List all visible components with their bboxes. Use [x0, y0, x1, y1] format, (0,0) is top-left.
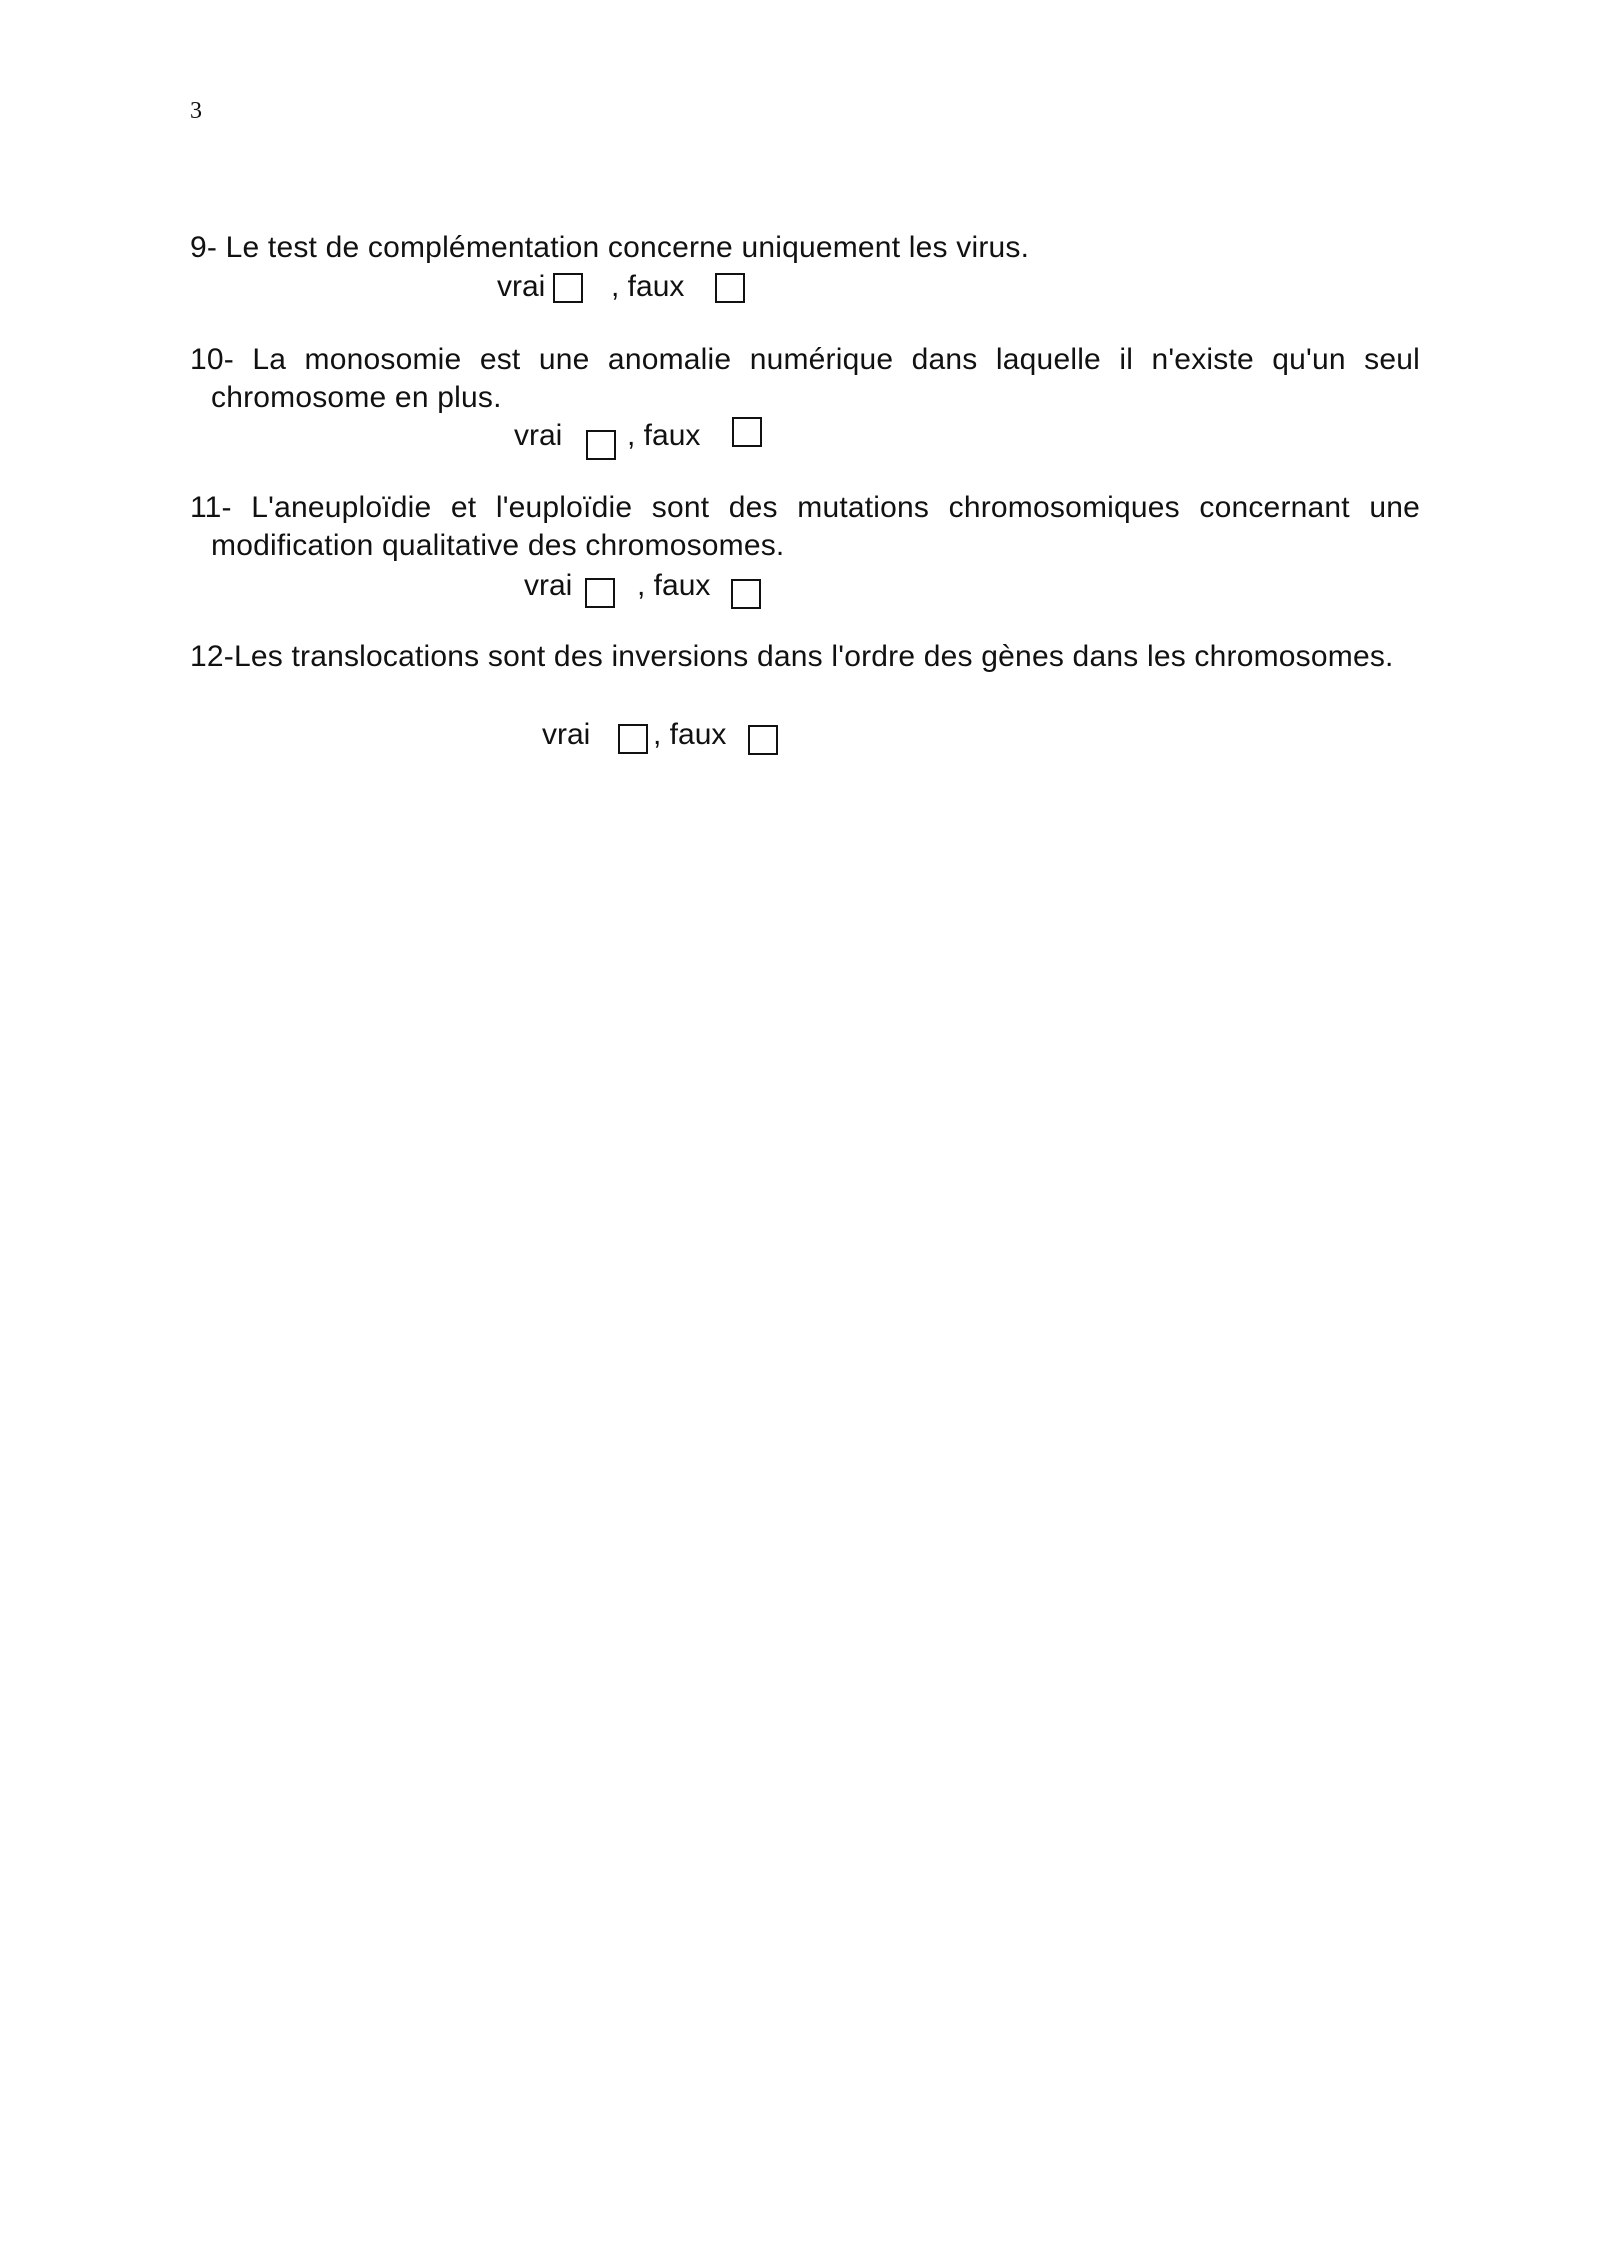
- true-label: vrai: [524, 569, 573, 602]
- true-checkbox[interactable]: [586, 430, 616, 460]
- true-label: vrai: [497, 270, 546, 303]
- question-9: [190, 229, 1420, 267]
- question-text: 9- Le test de complémentation concerne uniquement les virus.: [190, 231, 1030, 264]
- false-label: , faux: [637, 569, 711, 602]
- false-checkbox[interactable]: [732, 417, 762, 447]
- question-10: [190, 341, 1420, 417]
- false-label: , faux: [653, 718, 727, 751]
- true-label: vrai: [542, 718, 591, 751]
- question-12: [190, 638, 1420, 676]
- question-text: 11- L'aneuploïdie et l'euploïdie sont des mutations chromosomiques concernant une modification qualitative des chromosomes.: [190, 491, 1420, 562]
- true-label: vrai: [514, 419, 563, 452]
- true-checkbox[interactable]: [618, 724, 648, 754]
- question-11: [190, 489, 1420, 565]
- false-checkbox[interactable]: [731, 579, 761, 609]
- false-label: , faux: [611, 270, 685, 303]
- question-text: 12-Les translocations sont des inversions dans l'ordre des gènes dans les chromosomes.: [190, 640, 1394, 673]
- true-checkbox[interactable]: [553, 273, 583, 303]
- false-label: , faux: [627, 419, 701, 452]
- true-checkbox[interactable]: [585, 578, 615, 608]
- false-checkbox[interactable]: [715, 273, 745, 303]
- page-number: 3: [190, 98, 202, 124]
- question-text: 10- La monosomie est une anomalie numérique dans laquelle il n'existe qu'un seul chromosome en plus.: [190, 343, 1420, 414]
- false-checkbox[interactable]: [748, 725, 778, 755]
